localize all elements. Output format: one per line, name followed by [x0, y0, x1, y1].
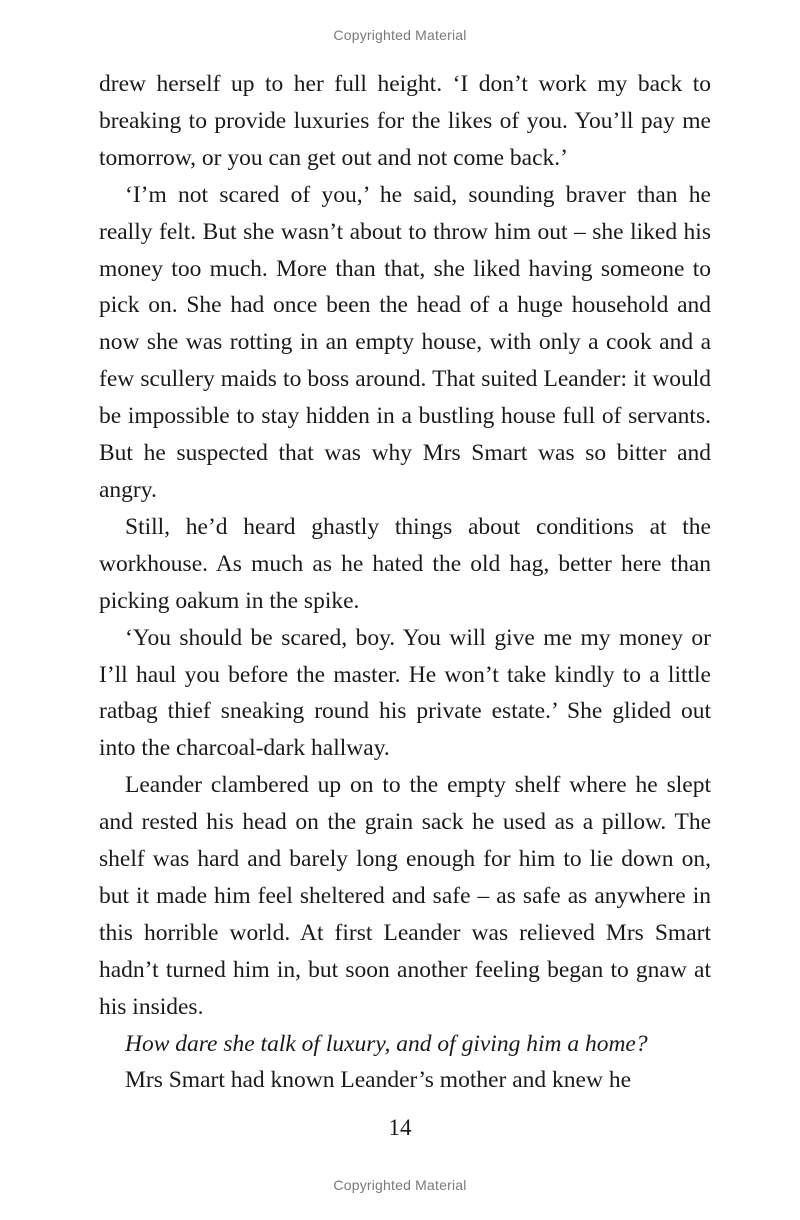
- paragraph: Still, he’d heard ghastly things about conditions at the workhouse. As much as he hated the old hag, better here than picking oakum in the spike.: [99, 513, 711, 614]
- paragraph: Mrs Smart had known Leander’s mother and knew he: [125, 1067, 631, 1094]
- paragraph: ‘You should be scared, boy. You will give me my money or I’ll haul you before the master. He won’t take kindly to a little ratbag thief sneaking round his private estate.’ She glided out into the charcoal-dark hallway.: [99, 624, 711, 762]
- paragraph: drew herself up to her full height. ‘I don’t work my back to breaking to provide luxuries for the likes of you. You’ll pay me tomorrow, or you can get out and not come back.’: [99, 71, 711, 171]
- page-number: 14: [388, 1115, 412, 1140]
- footer-watermark: Copyrighted Material: [333, 1177, 467, 1193]
- body-text: [99, 66, 711, 1099]
- paragraph: Leander clambered up on to the empty shelf where he slept and rested his head on the grain sack he used as a pillow. The shelf was hard and barely long enough for him to lie down on, but it made him feel sheltered and safe – as safe as anywhere in this horrible world. At first Leander was relieved Mrs Smart hadn’t turned him in, but soon another feeling began to gnaw at his insides.: [99, 772, 711, 1020]
- italic-thought: How dare she talk of luxury, and of giving him a home?: [125, 1030, 648, 1057]
- paragraph: ‘I’m not scared of you,’ he said, sounding braver than he really felt. But she wasn’t about to throw him out – she liked his money too much. More than that, she liked having someone to pick on. She had once been the head of a huge household and now she was rotting in an empty house, with only a cook and a few scullery maids to boss around. That suited Leander: it would be impossible to stay hidden in a bustling house full of servants. But he suspected that was why Mrs Smart was so bitter and angry.: [99, 181, 711, 503]
- header-watermark: Copyrighted Material: [333, 27, 467, 43]
